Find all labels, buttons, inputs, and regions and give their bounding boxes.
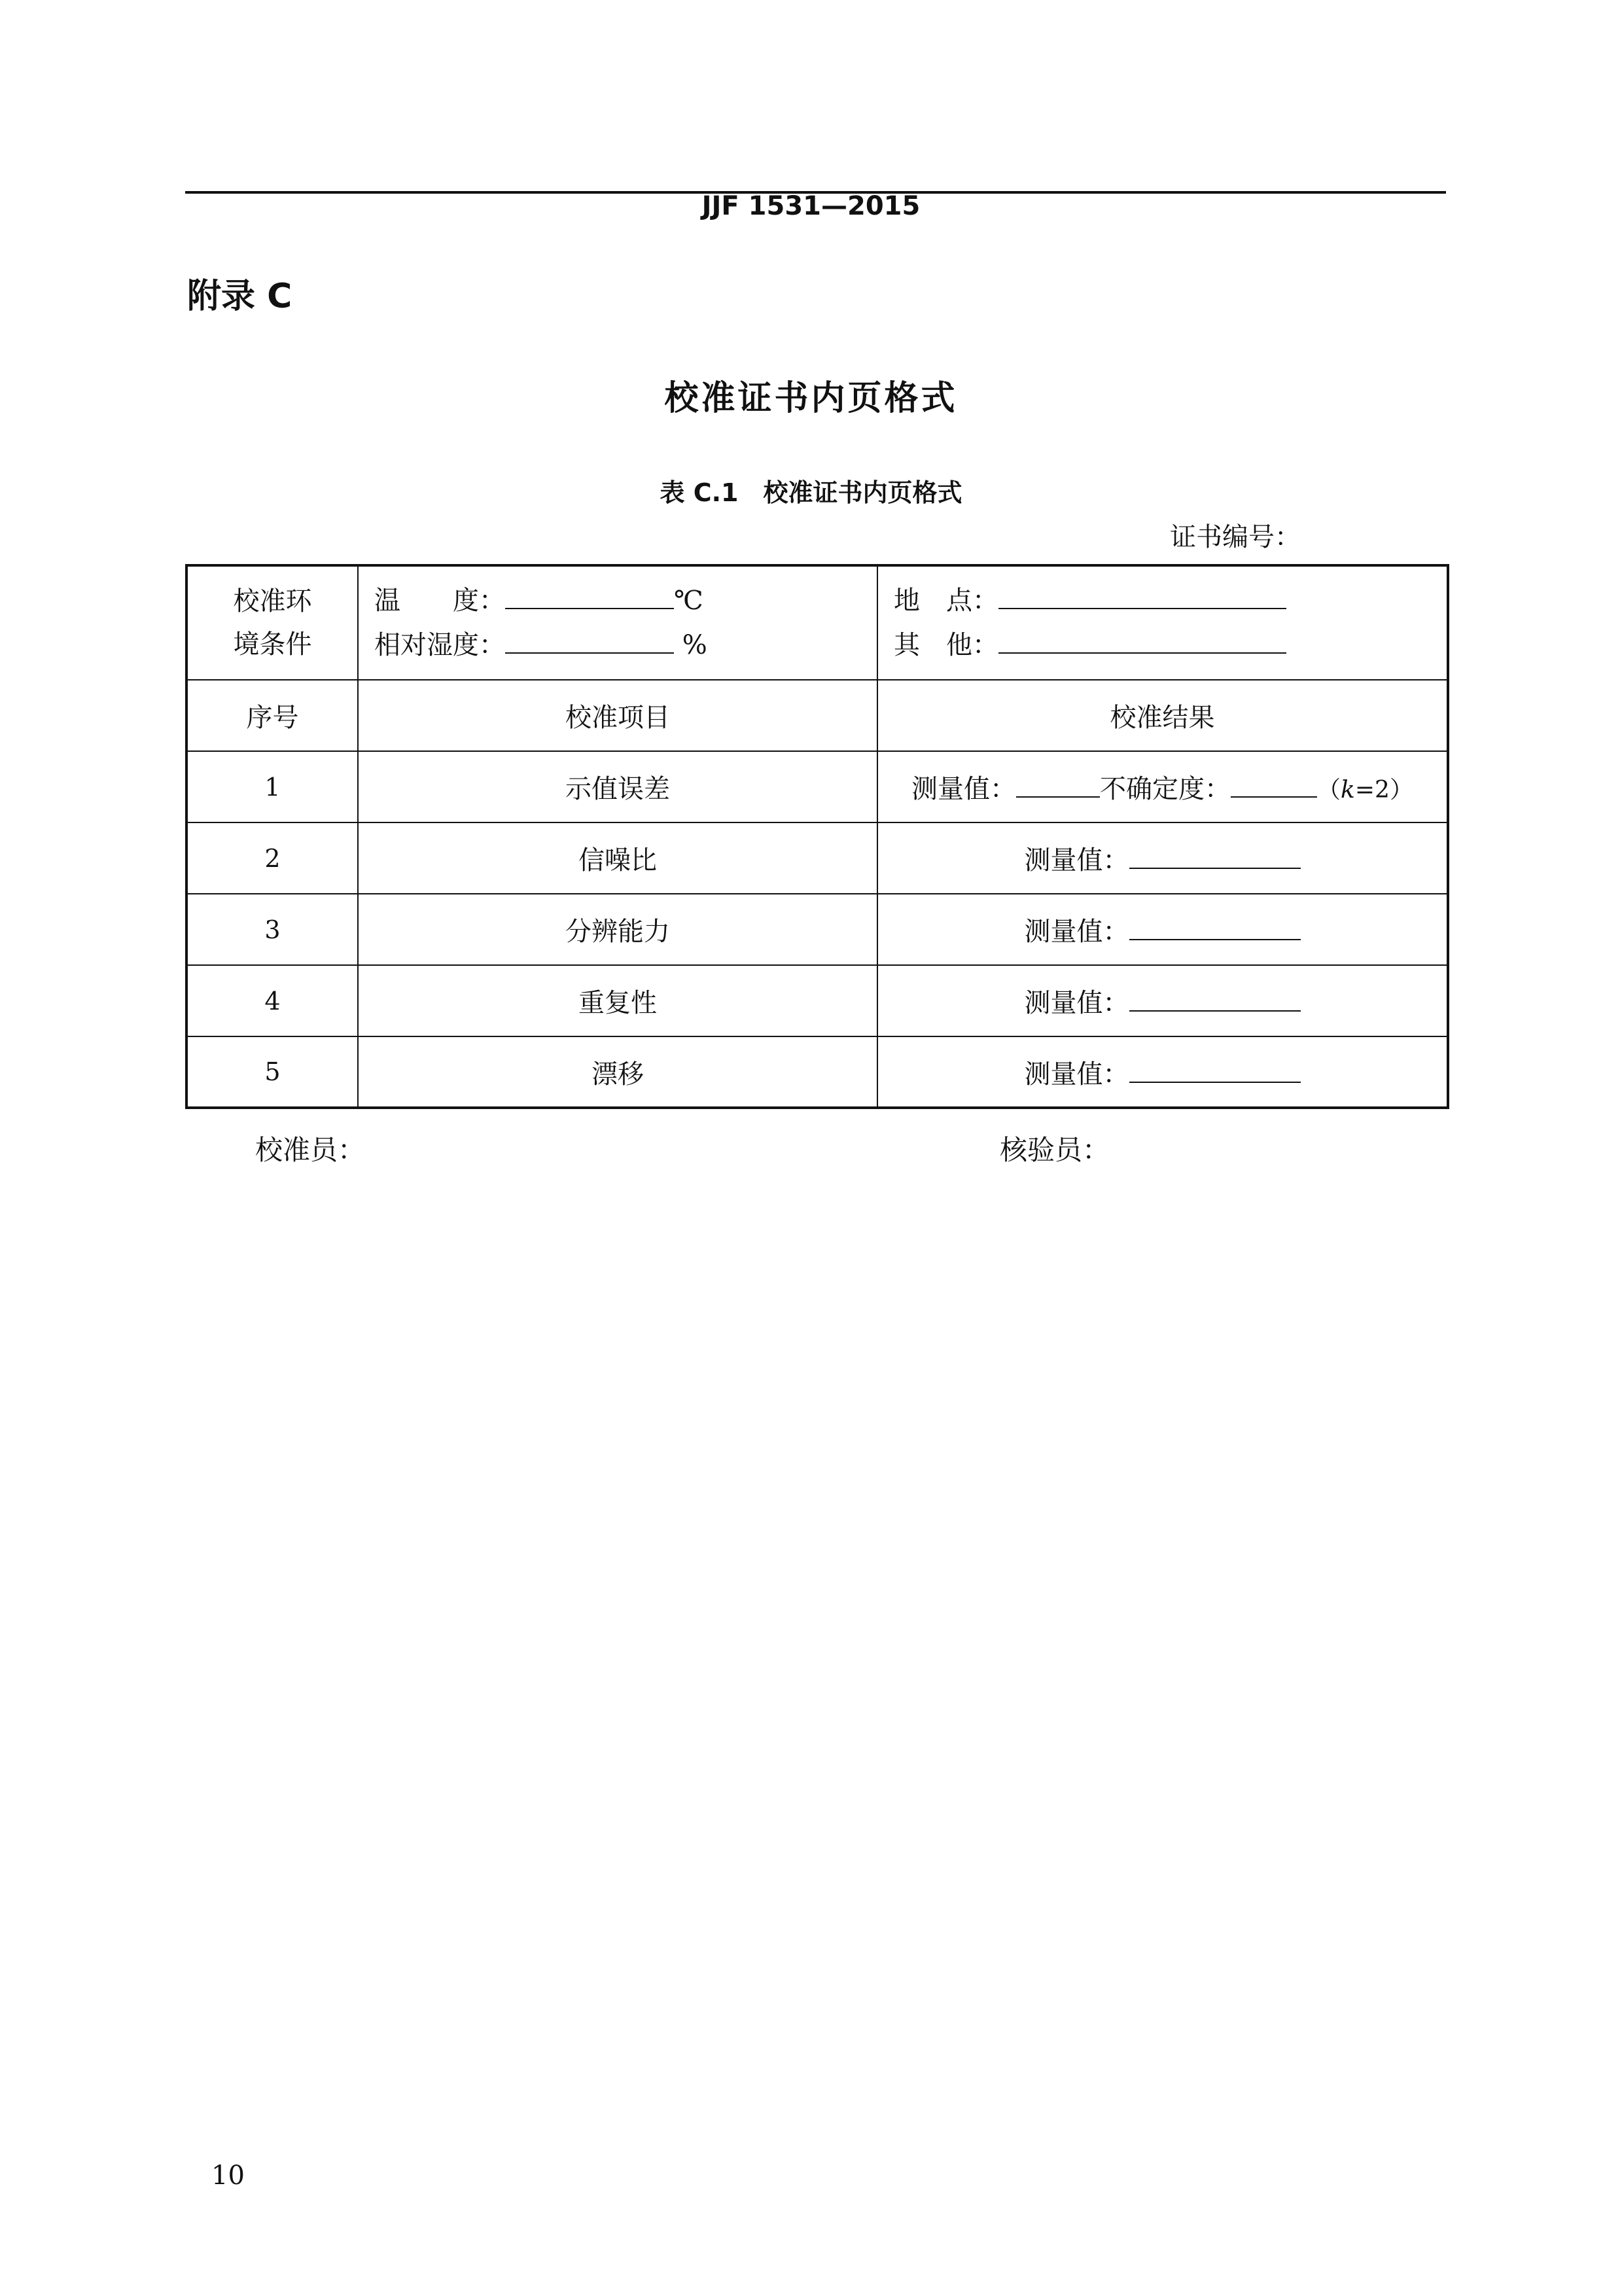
row-index: 2: [186, 822, 358, 894]
row-item: 漂移: [358, 1036, 877, 1108]
calibration-table: [185, 564, 1449, 1109]
column-header-item: 校准项目: [358, 680, 877, 751]
column-header-index: 序号: [186, 680, 358, 751]
measured-label: 测量值：: [1024, 1059, 1129, 1089]
measured-blank[interactable]: [1129, 843, 1301, 869]
measured-label: 测量值：: [911, 774, 1017, 804]
row-item: 示值误差: [358, 751, 877, 822]
standard-code: JJF 1531—2015: [701, 191, 921, 221]
verifier-signature-label: 核验员：: [1000, 1134, 1110, 1166]
page-number: 10: [211, 2161, 245, 2191]
column-header-result: 校准结果: [877, 680, 1448, 751]
table-row: [186, 965, 1448, 1036]
environment-row: [186, 565, 1448, 680]
header-row: [186, 680, 1448, 751]
environment-label: 校准环境条件: [233, 586, 312, 660]
row-item: 重复性: [358, 965, 877, 1036]
certificate-number-label: 证书编号：: [1170, 522, 1301, 552]
measured-label: 测量值：: [1024, 988, 1129, 1018]
measured-blank[interactable]: [1129, 914, 1301, 940]
humidity-label: 相对湿度：: [374, 630, 505, 660]
row-item: 分辨能力: [358, 894, 877, 965]
other-label: 其 他：: [894, 630, 998, 660]
temperature-line: [374, 578, 877, 623]
row-item: 信噪比: [358, 822, 877, 894]
location-line: [894, 578, 1447, 623]
humidity-unit: %: [682, 630, 707, 660]
environment-location-other-cell: [877, 565, 1448, 680]
row-result: [877, 751, 1448, 822]
uncertainty-blank[interactable]: [1231, 771, 1317, 798]
row-result: [877, 894, 1448, 965]
table-caption: 表 C.1 校准证书内页格式: [660, 478, 962, 507]
table-row: [186, 822, 1448, 894]
appendix-label: 附录 C: [187, 277, 292, 316]
location-blank[interactable]: [998, 583, 1286, 609]
measured-label: 测量值：: [1024, 917, 1129, 947]
row-result: [877, 965, 1448, 1036]
temperature-blank[interactable]: [505, 583, 674, 609]
table-row: [186, 894, 1448, 965]
environment-temp-humidity-cell: [358, 565, 877, 680]
row-index: 5: [186, 1036, 358, 1108]
humidity-blank[interactable]: [505, 627, 674, 654]
row-index: 4: [186, 965, 358, 1036]
measured-blank[interactable]: [1129, 1057, 1301, 1083]
row-index: 3: [186, 894, 358, 965]
row-result: [877, 822, 1448, 894]
other-line: [894, 623, 1447, 667]
other-blank[interactable]: [998, 627, 1286, 654]
humidity-line: [374, 623, 877, 667]
temperature-unit: ℃: [674, 586, 703, 616]
header-rule: [185, 191, 1446, 194]
location-label: 地 点：: [894, 586, 998, 616]
table-row: [186, 751, 1448, 822]
table-row: [186, 1036, 1448, 1108]
temperature-label: 温 度：: [374, 586, 505, 616]
measured-blank[interactable]: [1129, 985, 1301, 1012]
measured-label: 测量值：: [1024, 845, 1129, 875]
measured-blank[interactable]: [1016, 771, 1100, 798]
row-result: [877, 1036, 1448, 1108]
calibrator-signature-label: 校准员：: [255, 1134, 366, 1166]
coverage-factor: （k=2）: [1317, 777, 1413, 804]
uncertainty-label: 不确定度：: [1100, 774, 1231, 804]
row-index: 1: [186, 751, 358, 822]
environment-label-cell: [186, 565, 358, 680]
document-title: 校准证书内页格式: [664, 379, 958, 418]
